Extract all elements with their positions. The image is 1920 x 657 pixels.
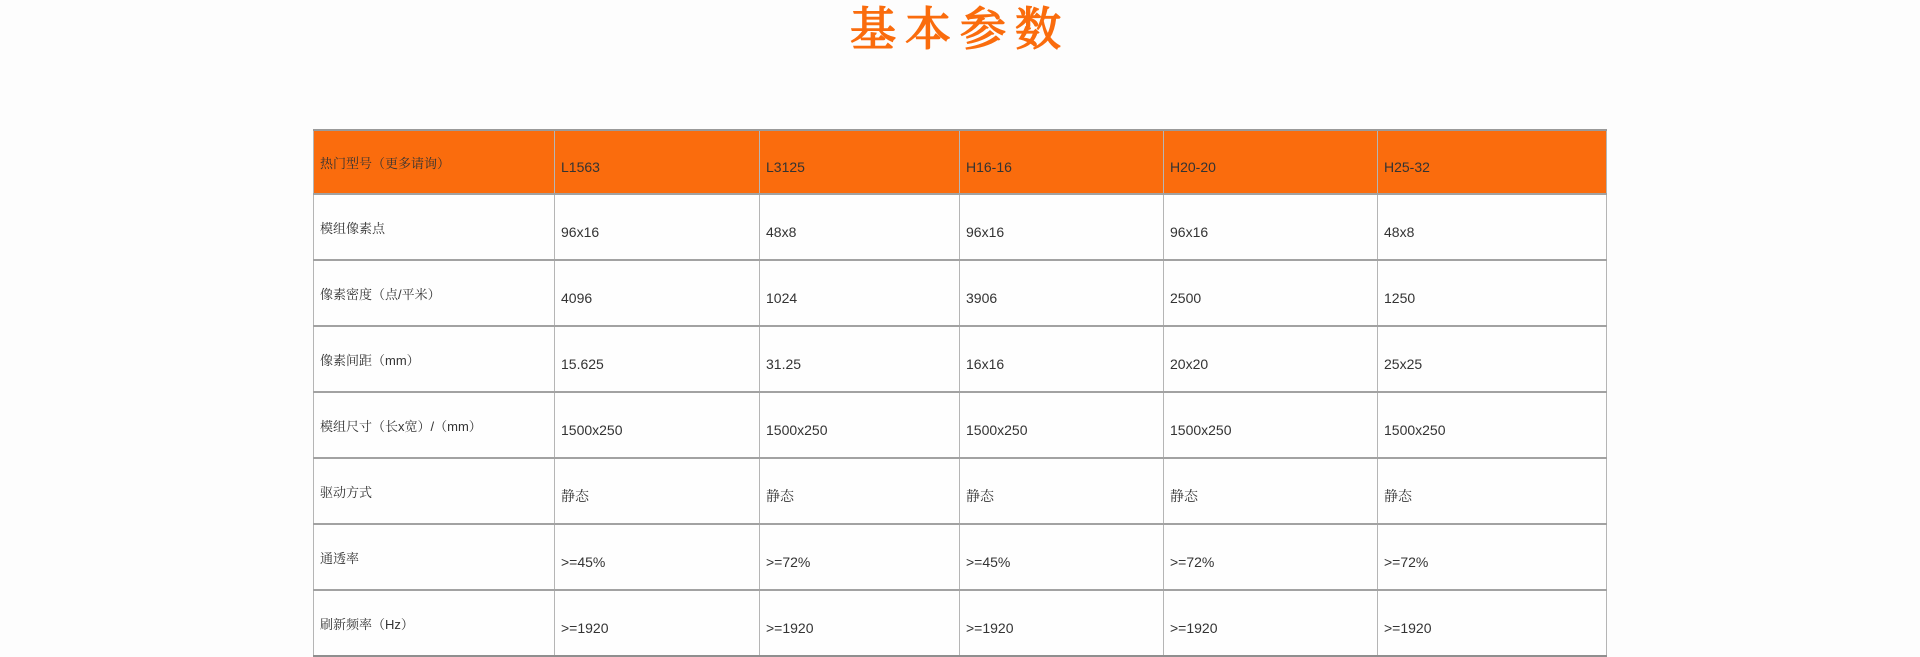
row-label-cell: 模组尺寸（长x宽）/（mm） [314,392,555,458]
row-label-cell: 像素密度（点/平米） [314,260,555,326]
value-cell: >=1920 [960,590,1164,656]
value-cell: 1500x250 [760,392,960,458]
value-cell: >=45% [555,524,760,590]
value-cell: 静态 [960,458,1164,524]
value-cell: 1500x250 [1164,392,1378,458]
value-cell: 15.625 [555,326,760,392]
page-title: 基本参数 [850,3,1070,55]
row-label-cell: 刷新频率（Hz） [314,590,555,656]
value-cell: 16x16 [960,326,1164,392]
table-row-transparency [314,524,1607,590]
value-cell: 1500x250 [1378,392,1607,458]
table-row-drive-mode [314,458,1607,524]
table-header-row [314,130,1607,194]
value-cell: 4096 [555,260,760,326]
table-row-module-pixels [314,194,1607,260]
row-label-cell: 通透率 [314,524,555,590]
value-cell: >=1920 [760,590,960,656]
model-header-cell: L3125 [760,130,960,194]
value-cell: 静态 [1378,458,1607,524]
table-row-pixel-density [314,260,1607,326]
row-label-cell: 驱动方式 [314,458,555,524]
value-cell: >=45% [960,524,1164,590]
row-label-cell: 像素间距（mm） [314,326,555,392]
value-cell: 静态 [1164,458,1378,524]
header-label-cell: 热门型号（更多请询） [314,130,555,194]
value-cell: 96x16 [960,194,1164,260]
spec-table [313,129,1607,657]
value-cell: >=1920 [555,590,760,656]
value-cell: >=72% [1164,524,1378,590]
value-cell: 25x25 [1378,326,1607,392]
value-cell: 静态 [555,458,760,524]
model-header-cell: H16-16 [960,130,1164,194]
value-cell: >=72% [1378,524,1607,590]
value-cell: 96x16 [1164,194,1378,260]
table-row-pixel-pitch [314,326,1607,392]
value-cell: 48x8 [760,194,960,260]
value-cell: 96x16 [555,194,760,260]
value-cell: 2500 [1164,260,1378,326]
model-header-cell: H25-32 [1378,130,1607,194]
model-header-cell: H20-20 [1164,130,1378,194]
value-cell: 20x20 [1164,326,1378,392]
table-row-module-size [314,392,1607,458]
model-header-cell: L1563 [555,130,760,194]
value-cell: 48x8 [1378,194,1607,260]
value-cell: >=1920 [1164,590,1378,656]
value-cell: >=1920 [1378,590,1607,656]
value-cell: 1024 [760,260,960,326]
value-cell: 3906 [960,260,1164,326]
value-cell: 1500x250 [960,392,1164,458]
value-cell: 1250 [1378,260,1607,326]
value-cell: 静态 [760,458,960,524]
value-cell: >=72% [760,524,960,590]
row-label-cell: 模组像素点 [314,194,555,260]
table-row-refresh-rate [314,590,1607,656]
value-cell: 31.25 [760,326,960,392]
value-cell: 1500x250 [555,392,760,458]
